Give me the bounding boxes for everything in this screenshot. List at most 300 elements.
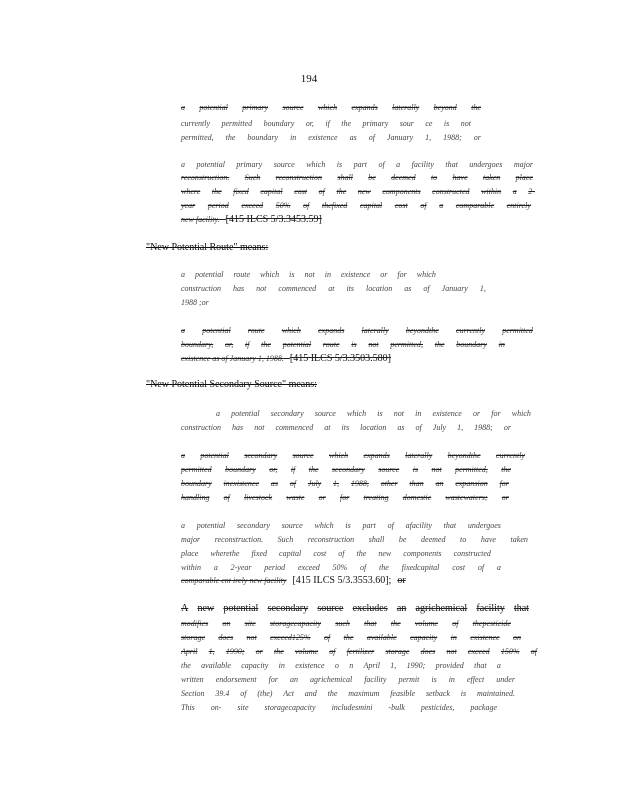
word: source	[317, 603, 344, 614]
text-line	[181, 119, 471, 128]
text-line	[181, 340, 505, 349]
word: 1990;	[225, 647, 245, 656]
word: of	[420, 201, 427, 210]
text-line	[181, 703, 497, 712]
word: 1,	[333, 479, 340, 488]
word: thefixed	[321, 201, 348, 210]
text-line	[181, 160, 533, 169]
word: permitted,	[181, 133, 214, 142]
word: 2-	[528, 187, 535, 196]
text-line	[181, 633, 521, 642]
word: an	[396, 603, 407, 614]
text-line	[216, 409, 531, 418]
word: shall	[368, 535, 385, 544]
word: as	[270, 479, 278, 488]
word: deemed	[421, 535, 446, 544]
word: if	[244, 340, 250, 349]
word: volume	[294, 647, 319, 656]
word: in	[450, 633, 457, 642]
word: primary	[236, 160, 263, 169]
word: permitted,	[390, 340, 423, 349]
page-number: 194	[300, 73, 318, 85]
word: not	[246, 633, 257, 642]
word: of	[360, 563, 367, 572]
word: place	[181, 549, 199, 558]
word: facility	[476, 603, 505, 614]
word: of	[329, 647, 336, 656]
word: that	[443, 521, 457, 530]
word: existence	[470, 633, 500, 642]
word: if	[290, 465, 296, 474]
word: major	[513, 160, 533, 169]
word: agrichemical	[415, 603, 468, 614]
word: in	[278, 661, 285, 670]
word: a	[181, 270, 185, 279]
word: storage	[181, 633, 205, 642]
word: available	[201, 661, 231, 670]
word: afacility	[405, 521, 432, 530]
word: 50%	[332, 563, 348, 572]
word: currently	[181, 119, 211, 128]
word: secondary	[237, 521, 270, 530]
word: secondary	[270, 409, 304, 418]
word: commenced	[275, 423, 314, 432]
word: which	[511, 409, 531, 418]
word: which	[281, 326, 301, 335]
word: in	[448, 675, 455, 684]
word: source	[314, 409, 336, 418]
word: to	[460, 535, 467, 544]
word: does	[218, 633, 234, 642]
word: expands	[351, 103, 378, 112]
word: storagecapacity	[269, 619, 322, 628]
word: for	[491, 409, 501, 418]
word: of	[318, 187, 325, 196]
word: not	[254, 423, 265, 432]
word: inexistence	[223, 479, 260, 488]
word: commenced	[278, 284, 317, 293]
word: a	[181, 103, 185, 112]
word: location	[366, 284, 393, 293]
word: cost	[452, 563, 466, 572]
word: storage	[385, 647, 410, 656]
text-line	[181, 465, 511, 474]
text-line	[181, 133, 481, 142]
text-line	[181, 549, 491, 558]
word: within	[181, 563, 202, 572]
word: fixedcapital	[401, 563, 440, 572]
word: 150%	[500, 647, 520, 656]
word: the	[341, 119, 352, 128]
word: beyondthe	[447, 451, 481, 460]
word: agrichemical	[309, 675, 353, 684]
word: source	[378, 465, 400, 474]
word: potential	[200, 451, 229, 460]
word: potential	[199, 103, 228, 112]
word: written	[181, 675, 204, 684]
word: currently	[456, 326, 486, 335]
word: site	[237, 703, 249, 712]
word: existence	[308, 133, 338, 142]
word: This	[181, 703, 195, 712]
word: a	[181, 451, 185, 460]
word: 1,	[425, 133, 432, 142]
word: or	[255, 647, 263, 656]
text-line	[181, 103, 481, 112]
statute-citation: [415 ILCS 5/3.3553.60];	[292, 575, 392, 586]
word: its	[341, 423, 350, 432]
word: of	[477, 563, 485, 572]
word: boundary	[456, 340, 487, 349]
word: is	[431, 675, 437, 684]
word: not	[368, 340, 379, 349]
word: and	[304, 689, 317, 698]
word: has	[233, 284, 245, 293]
word: potential	[196, 521, 226, 530]
word: reconstruction.	[181, 173, 230, 182]
word: capital	[279, 549, 302, 558]
word: as	[349, 133, 357, 142]
word: source	[292, 451, 314, 460]
word: constructed	[432, 187, 470, 196]
word: the	[225, 133, 236, 142]
word: of	[368, 133, 375, 142]
word: than	[409, 479, 424, 488]
word: which	[306, 160, 326, 169]
word: not	[304, 270, 315, 279]
word: taken	[510, 535, 528, 544]
word: July	[307, 479, 322, 488]
word: effect	[466, 675, 485, 684]
word: boundary	[263, 119, 295, 128]
word: fertilizer	[346, 647, 375, 656]
word: the	[336, 187, 347, 196]
word: that	[364, 619, 377, 628]
word: a	[216, 409, 220, 418]
word: exceed	[297, 563, 320, 572]
word: 1988;	[474, 423, 493, 432]
word: a	[213, 563, 218, 572]
word: or	[503, 423, 511, 432]
word: route	[322, 340, 340, 349]
text-line	[181, 521, 501, 530]
word: is	[377, 409, 383, 418]
word: construction	[181, 284, 221, 293]
word: components	[382, 187, 421, 196]
word: capital	[260, 187, 283, 196]
word: for	[339, 493, 350, 502]
word: be	[398, 535, 407, 544]
word: deemed	[391, 173, 416, 182]
word: as	[404, 284, 412, 293]
word: -bulk	[388, 703, 405, 712]
word: secondary	[267, 603, 309, 614]
word: cost	[394, 201, 408, 210]
word: beyond	[433, 103, 457, 112]
word: ce	[425, 119, 433, 128]
word: in	[498, 340, 505, 349]
word: 50%	[275, 201, 291, 210]
word: on-	[210, 703, 222, 712]
word: the	[211, 187, 222, 196]
text-line	[181, 619, 511, 628]
word: domestic	[402, 493, 432, 502]
word: sour	[399, 119, 414, 128]
word: location	[360, 423, 387, 432]
text-line: new facility. [415 ILCS 5/3.3453.59]	[181, 214, 322, 225]
word: potential	[195, 270, 224, 279]
word: entirely	[506, 201, 531, 210]
word: the	[327, 689, 338, 698]
word: which	[260, 270, 280, 279]
word: package	[470, 703, 497, 712]
text-line	[181, 270, 436, 279]
word: 39.4	[215, 689, 230, 698]
word: fixed	[251, 549, 267, 558]
word: maximum	[348, 689, 380, 698]
word: potential	[196, 160, 225, 169]
word: n	[349, 661, 354, 670]
or-connector: or	[397, 575, 406, 586]
word: a	[181, 160, 185, 169]
word: of	[530, 647, 537, 656]
word: exceed	[241, 201, 264, 210]
word: primary	[242, 103, 269, 112]
word: boundary	[181, 479, 212, 488]
word: the	[471, 103, 481, 112]
word: of	[338, 549, 345, 558]
word: if	[325, 119, 330, 128]
word: or,	[224, 340, 234, 349]
word: 1,	[479, 284, 486, 293]
word: is	[443, 119, 450, 128]
word: expands	[318, 326, 345, 335]
word: reconstruction	[275, 173, 322, 182]
statute-citation: [415 ILCS 5/3.3453.59]	[225, 214, 322, 225]
word: January	[441, 284, 468, 293]
word: not	[446, 647, 457, 656]
word: or	[380, 270, 388, 279]
word: cost	[294, 187, 308, 196]
word: permit	[398, 675, 420, 684]
word: route	[247, 326, 265, 335]
word: components	[403, 549, 442, 558]
word: endorsement	[215, 675, 257, 684]
word: is	[351, 340, 357, 349]
text-line	[181, 201, 531, 210]
word: pesticides,	[420, 703, 455, 712]
word: setback	[425, 689, 450, 698]
word: (the)	[257, 689, 273, 698]
word: that	[513, 603, 529, 614]
word: a	[181, 326, 185, 335]
text-line	[181, 187, 535, 196]
word: 1988;	[443, 133, 462, 142]
word: 1,	[208, 647, 215, 656]
word: exceed	[467, 647, 490, 656]
text-line	[181, 603, 529, 614]
word: includesmini	[331, 703, 373, 712]
word: on	[222, 619, 231, 628]
word: storagecapacity	[264, 703, 316, 712]
text-line	[181, 284, 486, 293]
word: thepesticide	[472, 619, 511, 628]
text-line: 1988 ;or	[181, 298, 209, 307]
word: a	[512, 187, 517, 196]
word: which	[416, 270, 436, 279]
word: 1,	[390, 661, 397, 670]
word: where	[181, 187, 201, 196]
word: boundary,	[181, 340, 214, 349]
word: livestock	[244, 493, 273, 502]
word: is	[345, 521, 351, 530]
word: route	[233, 270, 251, 279]
word: capacity	[241, 661, 269, 670]
word: potential	[282, 340, 312, 349]
word: part	[362, 521, 376, 530]
word: volume	[414, 619, 438, 628]
text-line	[181, 689, 515, 698]
word: which	[317, 103, 338, 112]
word: for	[499, 479, 509, 488]
word: wastewaters;	[445, 493, 488, 502]
word: is	[336, 160, 343, 169]
word: of	[324, 633, 331, 642]
word: does	[420, 647, 436, 656]
word: in	[290, 133, 297, 142]
word: the	[379, 563, 389, 572]
word: comparable	[455, 201, 495, 210]
definition-heading: "New Potential Route" means:	[146, 242, 269, 253]
word: facility	[364, 675, 387, 684]
word: or	[473, 133, 481, 142]
word: source	[282, 103, 304, 112]
word: Act	[283, 689, 294, 698]
word: secondary	[244, 451, 278, 460]
text-line	[181, 675, 515, 684]
word: 1990;	[406, 661, 426, 670]
word: a	[496, 661, 501, 670]
text-line	[181, 451, 525, 460]
word: or	[501, 493, 509, 502]
word: 1988,	[350, 479, 369, 488]
word: year	[181, 201, 196, 210]
word: as	[397, 423, 405, 432]
word: in	[324, 270, 331, 279]
word: other	[380, 479, 398, 488]
word: boundary	[247, 133, 279, 142]
word: waste	[286, 493, 305, 502]
word: maintained.	[476, 689, 515, 698]
word: not	[431, 465, 442, 474]
word: of	[303, 201, 310, 210]
text-line	[181, 563, 501, 572]
word: is	[460, 689, 467, 698]
word: fixed	[233, 187, 249, 196]
word: expands	[363, 451, 390, 460]
word: to	[430, 173, 438, 182]
word: the	[181, 661, 191, 670]
word: in	[415, 409, 422, 418]
word: provided	[435, 661, 464, 670]
word: o	[334, 661, 339, 670]
word: a	[439, 201, 444, 210]
word: major	[181, 535, 201, 544]
word: new	[197, 603, 215, 614]
word: of	[423, 284, 430, 293]
word: is	[412, 465, 419, 474]
text-line	[181, 493, 509, 502]
word: primary	[362, 119, 389, 128]
word: cost	[313, 549, 327, 558]
word: have	[452, 173, 468, 182]
word: April	[363, 661, 380, 670]
word: period	[264, 563, 286, 572]
word: not	[460, 119, 471, 128]
word: July	[432, 423, 447, 432]
word: Such	[244, 173, 261, 182]
word: new	[357, 187, 371, 196]
word: part	[353, 160, 367, 169]
word: laterally	[361, 326, 389, 335]
word: period	[207, 201, 229, 210]
word: an	[289, 675, 298, 684]
text-line	[181, 423, 511, 432]
text-line	[181, 326, 533, 335]
text-line	[181, 647, 537, 656]
word: within	[481, 187, 502, 196]
statute-citation: [415 ILCS 5/3.3503.580]	[289, 353, 391, 364]
word: of	[378, 160, 385, 169]
word: or,	[269, 465, 278, 474]
word: potential	[202, 326, 231, 335]
word: for	[397, 270, 407, 279]
word: currently	[495, 451, 525, 460]
word: the	[434, 340, 445, 349]
word: the	[356, 549, 367, 558]
word: permitted	[221, 119, 253, 128]
word: on	[513, 633, 521, 642]
word: the	[501, 465, 511, 474]
word: that	[445, 160, 458, 169]
word: at	[324, 423, 331, 432]
word: reconstruction	[307, 535, 355, 544]
word: laterally	[392, 103, 420, 112]
text-line: existence as of January 1, 1988. [415 ILCS 5/3.3503.580]	[181, 353, 391, 364]
word: permitted	[181, 465, 212, 474]
word: is	[289, 270, 295, 279]
text-line	[181, 661, 501, 670]
word: treating	[363, 493, 389, 502]
word: or	[473, 409, 481, 418]
word: or,	[305, 119, 314, 128]
word: the	[261, 340, 271, 349]
word: undergoes	[469, 160, 503, 169]
word: A	[181, 603, 189, 614]
word: a	[181, 521, 185, 530]
word: site	[244, 619, 256, 628]
word: new	[378, 549, 392, 558]
word: capital	[359, 201, 383, 210]
word: source	[281, 521, 303, 530]
word: potential	[231, 409, 260, 418]
word: beyondthe	[405, 326, 439, 335]
word: feasible	[390, 689, 416, 698]
text-line	[181, 479, 509, 488]
word: which	[347, 409, 367, 418]
word: under	[496, 675, 515, 684]
word: the	[274, 647, 284, 656]
